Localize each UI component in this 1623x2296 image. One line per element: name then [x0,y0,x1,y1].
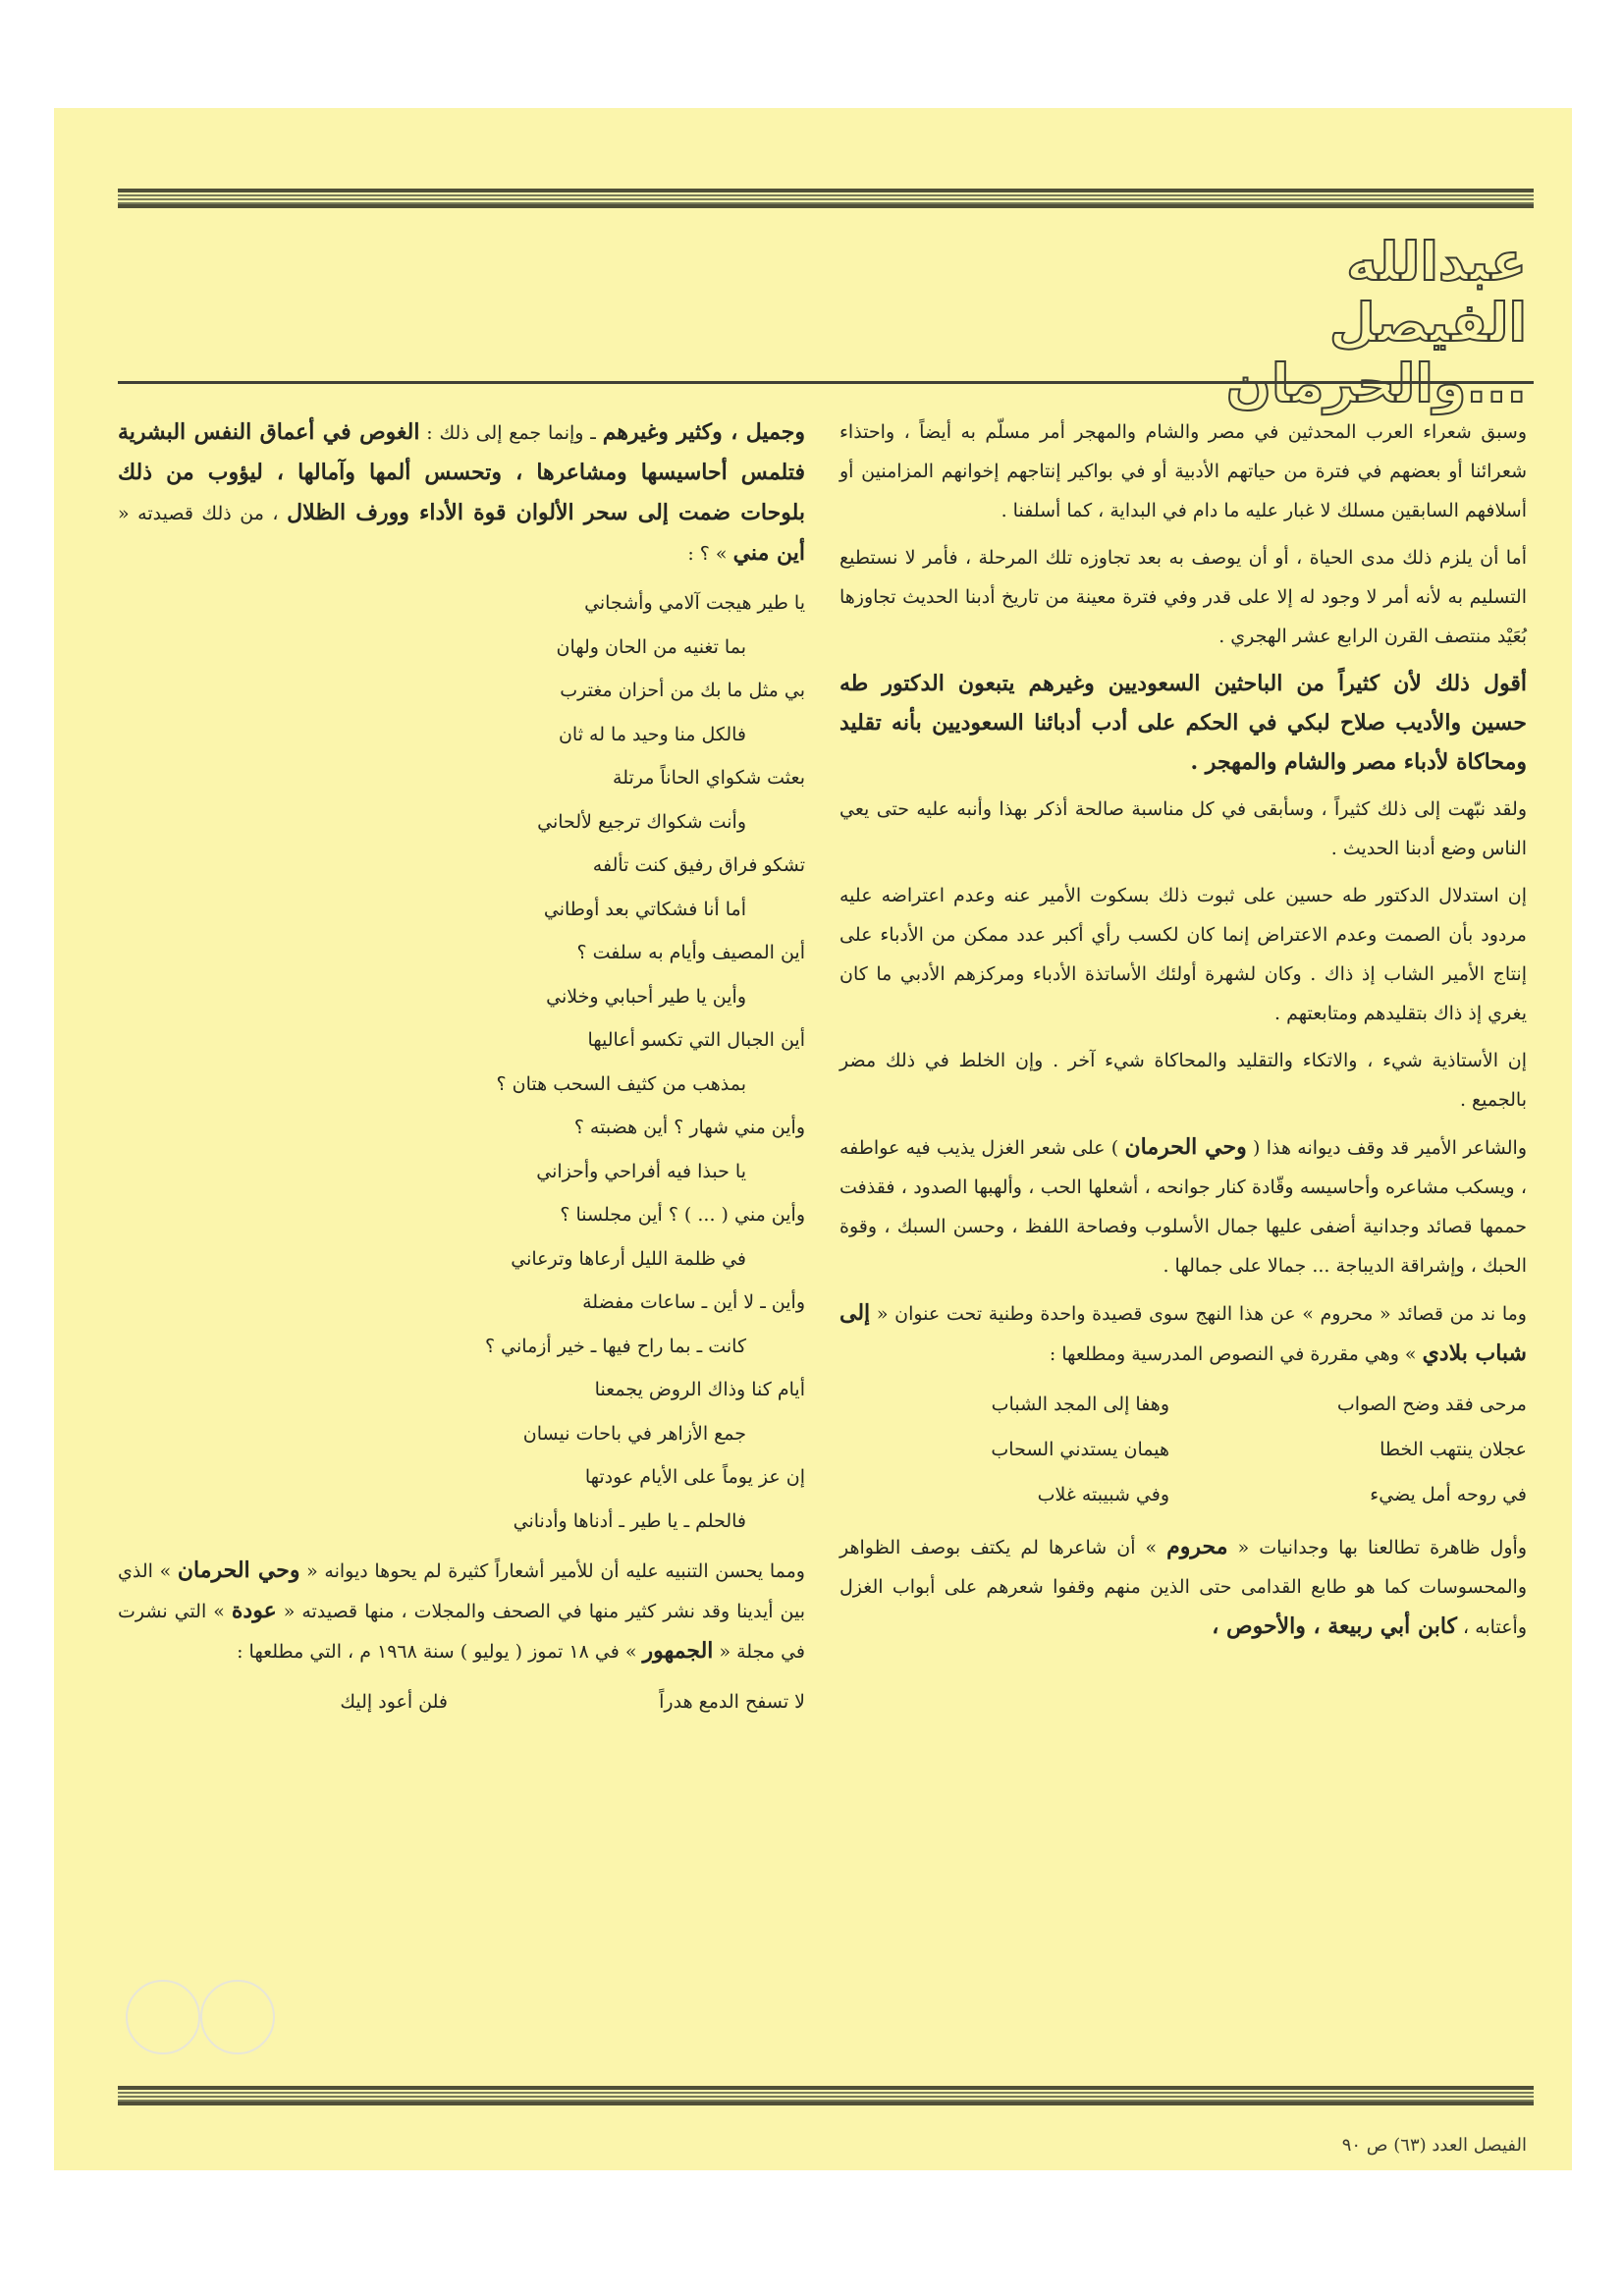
text-run: » ؟ : [687,543,733,565]
article-title [1173,232,1527,414]
poem-title: إلى شباب بلادي [839,1300,1527,1366]
book-title: وحي الحرمان [177,1558,300,1583]
paragraph: ولقد نبّهت إلى ذلك كثيراً ، وسأبقى في كل مناسبة صالحة أذكر بهذا وأنبه عليه حتى يعي الناس وضع أدبنا الحديث . [839,798,1527,859]
text-run: الغوص في أعماق النفس البشرية فتلمس أحاسيسها ومشاعرها ، وتحسس ألمها وآمالها ، ليؤوب من ذلك بلوحات ضمت إلى سحر الألوان قوة الأداء وورف الظلال [118,419,805,525]
verse: أين الجبال التي تكسو أعاليها [587,1029,805,1051]
poem-verses [118,581,805,1543]
text-run: » التي نشرت في مجلة « [118,1601,805,1663]
couplet [839,1427,1527,1472]
header-divider [118,381,1534,384]
verse: وأنت شكواك ترجيع لألحاني [537,810,746,833]
left-column [118,412,805,1724]
paragraph [839,1293,1527,1374]
text-run: والشاعر الأمير قد وقف ديوانه هذا ( [1246,1137,1527,1159]
verse: فالحلم ـ يا طير ـ أدناها وأدناني [513,1509,746,1532]
poem-title: عودة [231,1598,277,1623]
hemistich: فلن أعود إليك [340,1691,448,1713]
verse: يا حبذا فيه أفراحي وأحزاني [536,1160,746,1182]
couplet [118,1679,805,1724]
hemistich: وفي شبيبته غلاب [1037,1484,1169,1505]
paragraph [118,412,805,574]
book-title: وحي الحرمان [1124,1134,1247,1160]
poet-names: كابن أبي ربيعة ، والأحوص ، [1212,1613,1457,1639]
paragraph [118,1551,805,1671]
decorative-circles [126,1980,273,2058]
text-run: ) على شعر الغزل يذيب فيه عواطفه ، ويسكب مشاعره وأحاسيسه وقّادة كنار جوانحه ، أشعلها الحب ، وألهبها الصدود ، فقذفت حممها قصائد وجدانية أضفى عليها جمال الأسلوب وفصاحة اللفظ ، وحسن السبك ، وقوة الحبك ، وإشراقة الديباجة ... جمالا على جمالها . [839,1137,1527,1277]
verse: وأين يا طير أحبابي وخلاني [546,985,746,1008]
poem-title: أين مني [732,540,805,566]
title-line-2: ...والحرمان [1225,353,1527,414]
text-run: ـ وإنما جمع إلى ذلك : [419,422,603,444]
verse: بعثت شكواي الحاناً مرتلة [613,767,805,789]
text-run: وجميل ، وكثير وغيرهم [602,419,805,445]
magazine-name: الجمهور [642,1638,714,1664]
circle-mark [126,1980,200,2054]
hemistich: لا تسفح الدمع هدراً [659,1691,805,1713]
text-run: وما ند من قصائد « محروم » عن هذا النهج سوى قصيدة واحدة وطنية تحت عنوان « [870,1303,1527,1325]
couplet [839,1472,1527,1517]
page-footer: الفيصل العدد (٦٣) ص ٩٠ [1341,2135,1527,2156]
text-run: » وهي مقررة في النصوص المدرسية ومطلعها : [1049,1343,1423,1365]
verse: بمذهب من كثيف السحب هتان ؟ [496,1072,746,1095]
bottom-rule [118,2086,1534,2105]
verse: بما تغنيه من الحان ولهان [556,635,746,658]
text-run: وأول ظاهرة تطالعنا بها وجدانيات « [1227,1537,1527,1558]
hemistich: هيمان يستدني السحاب [991,1439,1169,1460]
verse: في ظلمة الليل أرعاها وترعاني [511,1247,746,1270]
paragraph [839,1527,1527,1647]
right-column [839,412,1527,1655]
text-run: ومما يحسن التنبيه عليه أن للأمير أشعاراً كثيرة لم يحوها ديوانه « [299,1560,805,1582]
hemistich: في روحه أمل يضيء [1370,1484,1527,1505]
verse: يا طير هيجت آلامي وأشجاني [584,592,805,614]
poet-name: محروم [1166,1534,1228,1559]
verse: تشكو فراق رفيق كنت تألفه [592,854,805,876]
couplet [839,1382,1527,1427]
poem-couplets [839,1382,1527,1517]
verse: وأين مني شهار ؟ أين هضبته ؟ [573,1117,805,1138]
verse: وأين ـ لا أين ـ ساعات مفضلة [582,1291,805,1313]
verse: كانت ـ بما راح فيها ـ خير أزماني ؟ [485,1335,746,1357]
hemistich: وهفا إلى المجد الشباب [991,1394,1169,1415]
text-run: » الذي بين أيدينا وقد نشر كثير منها في الصحف والمجلات ، منها قصيدته « [118,1560,805,1622]
title-line-1: عبدالله الفيصل [1328,231,1527,354]
paragraph [839,1127,1527,1285]
paragraph: وسبق شعراء العرب المحدثين في مصر والشام والمهجر أمر مسلّم به أيضاً ، واحتذاء شعرائنا أو بعضهم في فترة من حياتهم الأدبية أو في بواكير إنتاجهم إخوانهم المزامنين أو أسلافهم السابقين مسلك لا غبار عليه ما دام في البداية ، كما أسلفنا . [839,421,1527,521]
circle-mark [200,1980,275,2054]
paragraph: أما أن يلزم ذلك مدى الحياة ، أو أن يوصف به بعد تجاوزه تلك المرحلة ، فأمر لا نستطيع التسليم به لأنه أمر لا وجود له إلا على قدر وفي فترة معينة من تاريخ أدبنا الحديث تجاوزها بُعَيْد منتصف القرن الرابع عشر الهجري . [839,547,1527,647]
verse: أيام كنا وذاك الروض يجمعنا [594,1379,805,1400]
verse: أما أنا فشكاتي بعد أوطاني [543,898,746,920]
verse: فالكل منا وحيد ما له ثان [558,723,746,745]
verse: بي مثل ما بك من أحزان مغترب [560,680,805,701]
paragraph: إن الأستاذية شيء ، والاتكاء والتقليد والمحاكاة شيء آخر . وإن الخلط في ذلك مضر بالجميع . [839,1050,1527,1111]
text-run: » أن شاعرها لم يكتف بوصف الظواهر والمحسوسات كما هو طابع القدامى حتى الذين منهم وقفوا شعرهم على أبواب الغزل وأعتابه ، [839,1537,1527,1638]
verse: إن عز يوماً على الأيام عودتها [584,1466,805,1488]
verse: أين المصيف وأيام به سلفت ؟ [576,942,805,963]
text-run: ، من ذلك قصيدته « [118,503,288,524]
hemistich: مرحى فقد وضح الصواب [1336,1394,1527,1415]
paragraph: إن استدلال الدكتور طه حسين على ثبوت ذلك بسكوت الأمير عنه وعدم اعتراضه عليه مردود بأن الصمت وعدم الاعتراض إنما كان لكسب رأي أكبر عدد ممكن من الأدباء على إنتاج الأمير الشاب إذ ذاك . وكان لشهرة أولئك الأساتذة الأدباء ومركزهم الأدبي ما كان يغري إذ ذاك بتقليدهم ومتابعتهم . [839,885,1527,1024]
text-run: » في ١٨ تموز ( يوليو ) سنة ١٩٦٨ م ، التي مطلعها : [237,1641,643,1663]
top-rule [118,189,1534,208]
verse: وأين مني ( ... ) ؟ أين مجلسنا ؟ [560,1204,805,1226]
verse: جمع الأزاهر في باحات نيسان [522,1422,746,1445]
bold-paragraph: أقول ذلك لأن كثيراً من الباحثين السعوديين وغيرهم يتبعون الدكتور طه حسين والأديب صلاح لبكي في الحكم على أدب أدبائنا السعوديين بأنه تقليد ومحاكاة لأدباء مصر والشام والمهجر . [839,671,1527,775]
hemistich: عجلان ينتهب الخطا [1380,1439,1527,1460]
